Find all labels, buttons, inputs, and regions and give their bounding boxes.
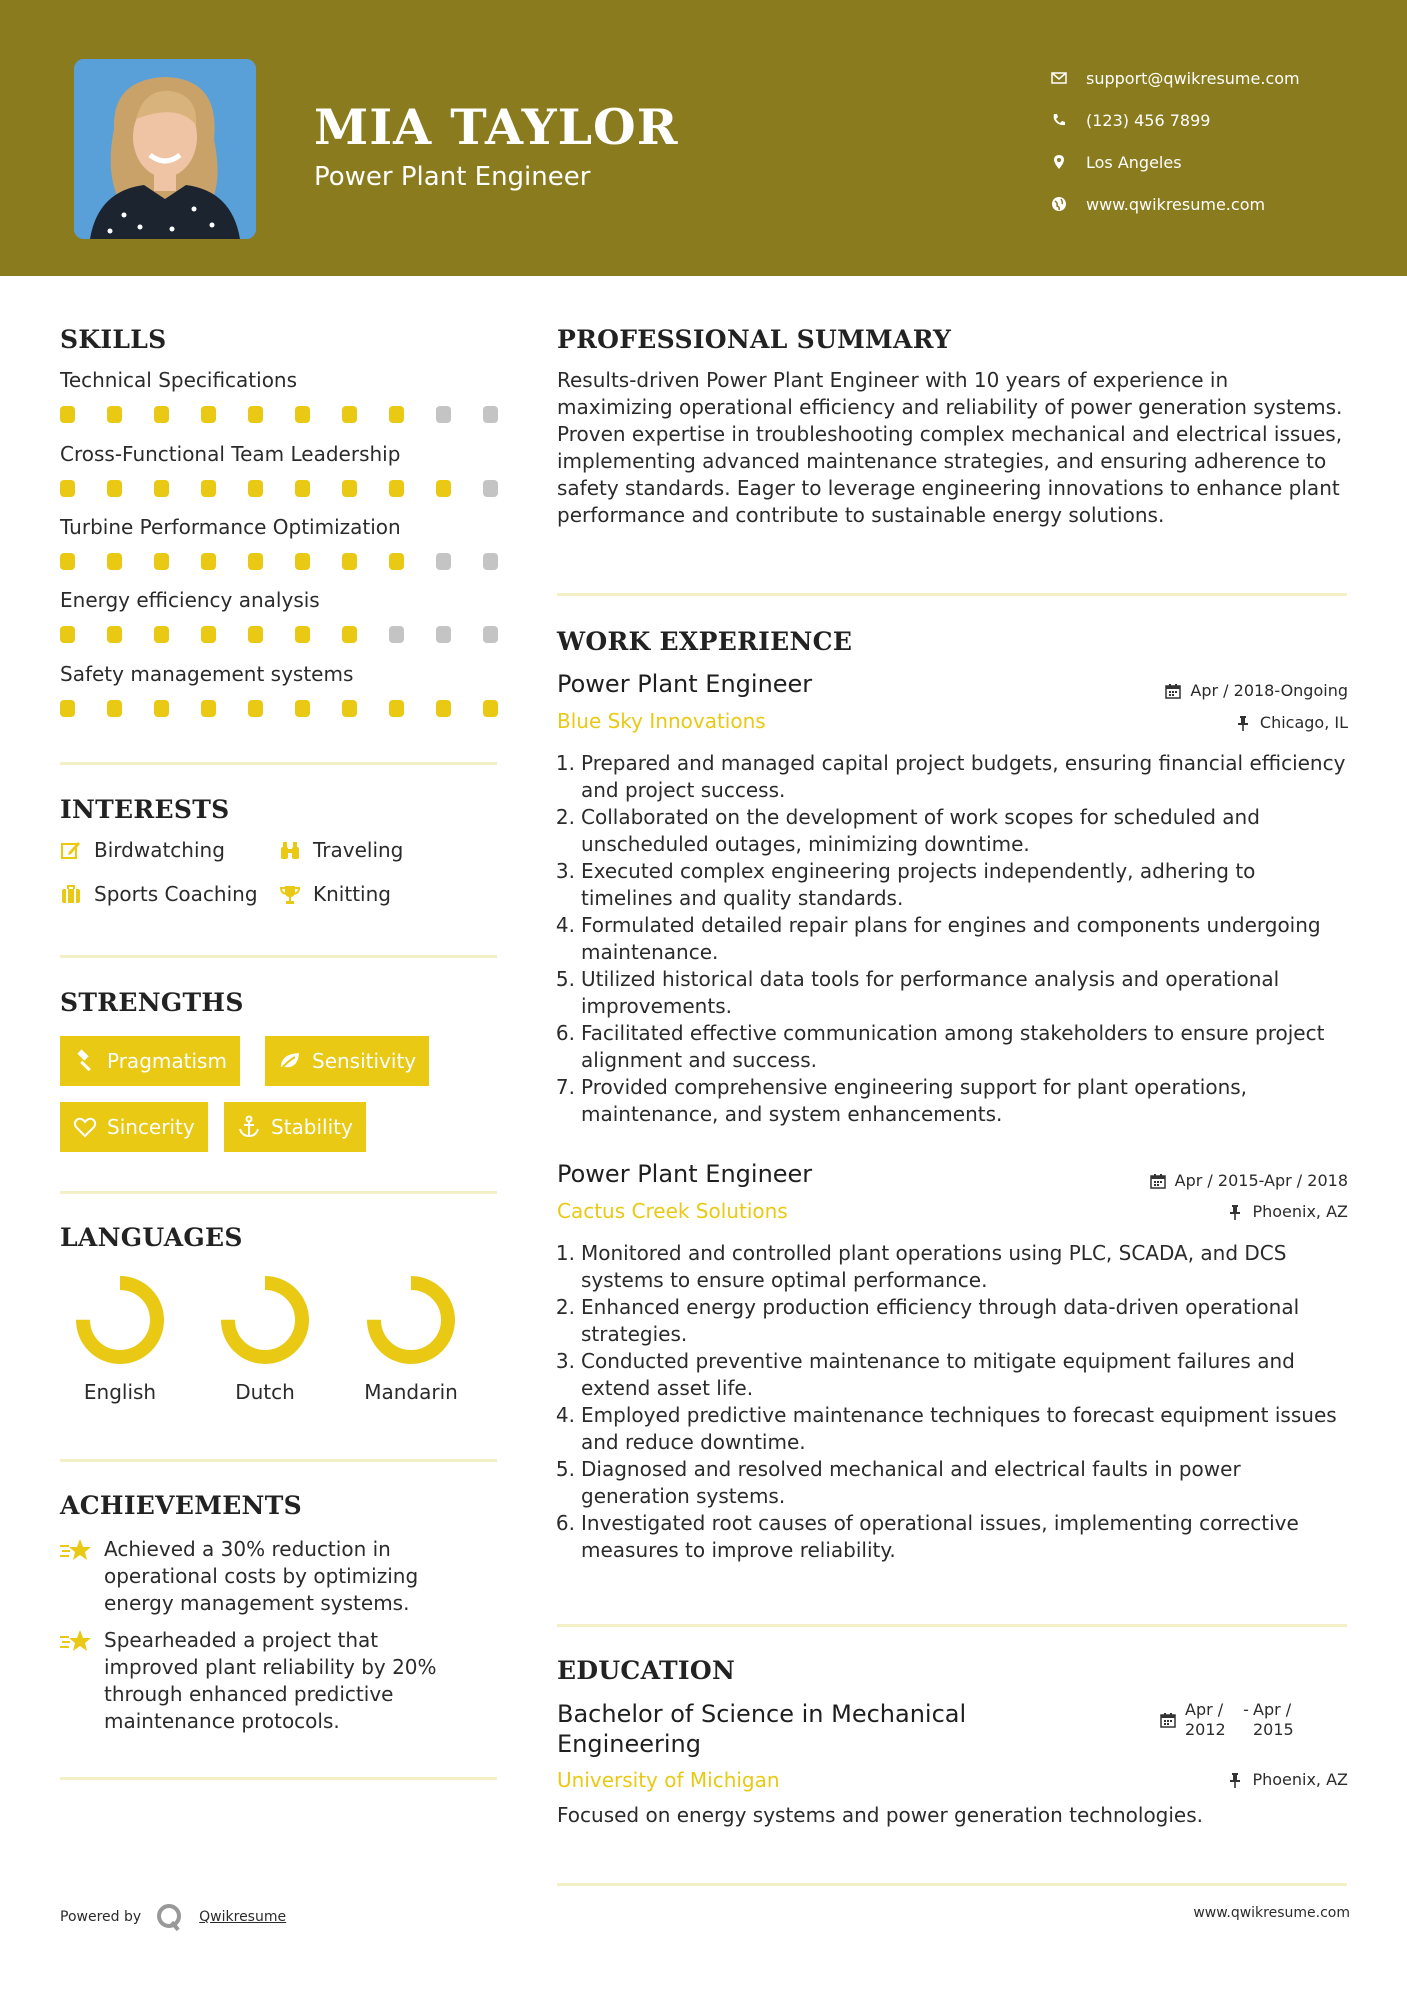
job-dates-text: Apr / 2015-Apr / 2018 — [1174, 1171, 1348, 1190]
calendar-icon — [1160, 1712, 1176, 1728]
bullet-text: Investigated root causes of operational issues, implementing corrective measures to improve reliability. — [581, 1511, 1299, 1562]
language-label: Dutch — [235, 1380, 295, 1404]
rating-dot-filled — [60, 700, 75, 717]
divider — [557, 593, 1347, 596]
rating-dot-empty — [436, 553, 451, 570]
skills-heading: SKILLS — [60, 325, 167, 354]
rating-dot-filled — [248, 626, 263, 643]
footer-url[interactable]: www.qwikresume.com — [1193, 1905, 1350, 1921]
skill-label: Energy efficiency analysis — [60, 588, 320, 612]
contact-email-text: support@qwikresume.com — [1086, 68, 1300, 88]
job-title: Power Plant Engineer — [557, 1160, 813, 1188]
rating-dot-filled — [107, 406, 122, 423]
anchor-icon — [237, 1115, 261, 1139]
bullet-number: 7. — [555, 1075, 575, 1099]
rating-dot-filled — [389, 480, 404, 497]
rating-dot-filled — [154, 406, 169, 423]
skill-label: Safety management systems — [60, 662, 354, 686]
calendar-icon — [1150, 1173, 1166, 1189]
rating-dot-filled — [342, 480, 357, 497]
job-location — [1235, 713, 1348, 732]
skill-rating — [60, 553, 498, 570]
skill-rating — [60, 480, 498, 497]
achievement-item — [60, 1536, 460, 1617]
candidate-role: Power Plant Engineer — [314, 162, 591, 192]
bullet-number: 4. — [555, 913, 575, 937]
rating-dot-filled — [389, 406, 404, 423]
skill-label: Cross-Functional Team Leadership — [60, 442, 401, 466]
rating-dot-filled — [201, 406, 216, 423]
skill-item — [60, 588, 500, 643]
language-proficiency-arc — [83, 1283, 157, 1357]
rating-dot-empty — [483, 480, 498, 497]
rating-dot-filled — [107, 480, 122, 497]
rating-dot-filled — [248, 406, 263, 423]
achievement-text: Spearheaded a project that improved plant reliability by 20% through enhanced predictive maintenance protocols. — [104, 1628, 437, 1733]
job-bullet — [551, 858, 1351, 912]
rating-dot-empty — [483, 406, 498, 423]
pencil-icon — [60, 839, 82, 861]
skill-item — [60, 515, 500, 570]
rating-dot-filled — [295, 480, 310, 497]
interest-item — [279, 838, 403, 862]
bullet-text: Formulated detailed repair plans for engines and components undergoing maintenance. — [581, 913, 1321, 964]
divider — [60, 1777, 497, 1780]
rating-dot-filled — [295, 553, 310, 570]
job-location — [1227, 1202, 1348, 1221]
rating-dot-filled — [483, 700, 498, 717]
strength-label: Sensitivity — [312, 1049, 417, 1073]
rating-dot-empty — [483, 553, 498, 570]
contact-phone-text: (123) 456 7899 — [1086, 110, 1211, 130]
divider — [60, 1459, 497, 1462]
date-separator: - — [1243, 1700, 1249, 1719]
bullet-text: Utilized historical data tools for performance analysis and operational improvements. — [581, 967, 1280, 1018]
job-bullet — [551, 1510, 1351, 1564]
language-item — [338, 1274, 484, 1404]
job-bullet — [551, 1240, 1351, 1294]
strengths-heading: STRENGTHS — [60, 988, 244, 1017]
bullet-text: Monitored and controlled plant operations using PLC, SCADA, and DCS systems to ensure optimal performance. — [581, 1241, 1287, 1292]
job-bullet — [551, 1348, 1351, 1402]
achievement-text: Achieved a 30% reduction in operational costs by optimizing energy management systems. — [104, 1537, 419, 1615]
bullet-number: 6. — [555, 1511, 575, 1535]
job-bullets — [551, 750, 1351, 1128]
envelope-icon — [1050, 69, 1068, 87]
rating-dot-filled — [107, 553, 122, 570]
bullet-text: Provided comprehensive engineering support for plant operations, maintenance, and system enhancements. — [581, 1075, 1248, 1126]
contact-phone[interactable] — [1050, 99, 1300, 141]
skill-item — [60, 662, 500, 717]
pushpin-icon — [1227, 1204, 1243, 1220]
interest-label: Traveling — [313, 838, 404, 862]
bullet-number: 4. — [555, 1403, 575, 1427]
bullet-text: Diagnosed and resolved mechanical and electrical faults in power generation systems. — [581, 1457, 1241, 1508]
pushpin-icon — [1235, 715, 1251, 731]
header — [0, 0, 1407, 276]
strength-tag — [224, 1102, 366, 1152]
experience-heading: WORK EXPERIENCE — [557, 627, 853, 656]
star-icon — [60, 1628, 92, 1656]
rating-dot-filled — [436, 480, 451, 497]
rating-dot-empty — [389, 626, 404, 643]
bullet-text: Collaborated on the development of work scopes for scheduled and unscheduled outages, minimizing downtime. — [581, 805, 1260, 856]
skill-item — [60, 442, 500, 497]
rating-dot-filled — [154, 480, 169, 497]
job-bullet — [551, 1074, 1351, 1128]
rating-dot-filled — [107, 626, 122, 643]
language-ring — [365, 1274, 457, 1366]
language-item — [192, 1274, 338, 1404]
rating-dot-filled — [154, 553, 169, 570]
company-name: Cactus Creek Solutions — [557, 1199, 788, 1223]
bullet-number: 3. — [555, 1349, 575, 1373]
education-end: Apr / 2015 — [1253, 1700, 1294, 1739]
rating-dot-filled — [154, 626, 169, 643]
bullet-number: 5. — [555, 967, 575, 991]
job-bullet — [551, 1456, 1351, 1510]
interest-label: Sports Coaching — [94, 882, 258, 906]
divider — [60, 1191, 497, 1194]
job-bullet — [551, 1020, 1351, 1074]
rating-dot-filled — [201, 700, 216, 717]
job-location-text: Chicago, IL — [1259, 713, 1348, 732]
education-dates — [1160, 1700, 1307, 1740]
contact-location-text: Los Angeles — [1086, 152, 1182, 172]
rating-dot-filled — [248, 700, 263, 717]
contact-email[interactable] — [1050, 57, 1300, 99]
summary-heading: PROFESSIONAL SUMMARY — [557, 325, 952, 354]
skill-rating — [60, 406, 498, 423]
job-title: Power Plant Engineer — [557, 670, 813, 698]
qwikresume-logo-icon — [155, 1902, 185, 1932]
contact-website[interactable] — [1050, 183, 1300, 225]
interest-item — [279, 882, 391, 906]
rating-dot-filled — [389, 700, 404, 717]
strength-tag — [60, 1036, 240, 1086]
footer-powered-by — [60, 1902, 286, 1932]
language-ring — [219, 1274, 311, 1366]
divider — [60, 762, 497, 765]
rating-dot-empty — [436, 406, 451, 423]
bullet-number: 6. — [555, 1021, 575, 1045]
interests-heading: INTERESTS — [60, 795, 230, 824]
bullet-number: 1. — [555, 1241, 575, 1265]
rating-dot-filled — [60, 406, 75, 423]
divider — [557, 1624, 1347, 1627]
education-heading: EDUCATION — [557, 1656, 736, 1685]
job-bullets — [551, 1240, 1351, 1564]
divider — [557, 1883, 1347, 1886]
contact-location — [1050, 141, 1300, 183]
rating-dot-filled — [295, 406, 310, 423]
contact-list — [1050, 57, 1300, 225]
bullet-number: 2. — [555, 1295, 575, 1319]
rating-dot-filled — [342, 553, 357, 570]
powered-by-label: Powered by — [60, 1909, 142, 1925]
education-start: Apr / 2012 — [1185, 1700, 1226, 1739]
heart-icon — [73, 1115, 97, 1139]
rating-dot-filled — [154, 700, 169, 717]
gavel-icon — [73, 1049, 97, 1073]
briefcase-icon — [60, 883, 82, 905]
bullet-number: 1. — [555, 751, 575, 775]
education-description: Focused on energy systems and power generation technologies. — [557, 1803, 1204, 1827]
bullet-text: Prepared and managed capital project budgets, ensuring financial efficiency and project success. — [581, 751, 1346, 802]
bullet-text: Conducted preventive maintenance to mitigate equipment failures and extend asset life. — [581, 1349, 1295, 1400]
qwikresume-link[interactable]: Qwikresume — [199, 1909, 287, 1925]
rating-dot-filled — [107, 700, 122, 717]
rating-dot-filled — [248, 553, 263, 570]
interest-label: Knitting — [313, 882, 391, 906]
interest-label: Birdwatching — [94, 838, 225, 862]
job-dates — [1165, 681, 1348, 700]
map-pin-icon — [1050, 153, 1068, 171]
rating-dot-filled — [60, 480, 75, 497]
skill-label: Turbine Performance Optimization — [60, 515, 401, 539]
calendar-icon — [1165, 683, 1181, 699]
skill-rating — [60, 626, 498, 643]
achievements-heading: ACHIEVEMENTS — [60, 1491, 302, 1520]
strength-tag — [60, 1102, 208, 1152]
language-label: Mandarin — [364, 1380, 458, 1404]
language-label: English — [83, 1380, 157, 1404]
portrait-image — [74, 59, 256, 239]
trophy-icon — [279, 883, 301, 905]
interest-item — [60, 882, 258, 906]
candidate-name: MIA TAYLOR — [314, 98, 679, 156]
education-location — [1227, 1770, 1348, 1789]
strength-label: Pragmatism — [107, 1049, 227, 1073]
rating-dot-filled — [201, 480, 216, 497]
job-bullet — [551, 1402, 1351, 1456]
school-name: University of Michigan — [557, 1768, 780, 1792]
rating-dot-filled — [342, 626, 357, 643]
globe-icon — [1050, 195, 1068, 213]
interest-item — [60, 838, 225, 862]
leaf-icon — [278, 1049, 302, 1073]
strength-label: Sincerity — [107, 1115, 195, 1139]
rating-dot-filled — [389, 553, 404, 570]
job-bullet — [551, 912, 1351, 966]
company-name: Blue Sky Innovations — [557, 709, 766, 733]
strength-label: Stability — [271, 1115, 353, 1139]
rating-dot-filled — [342, 700, 357, 717]
skill-label: Technical Specifications — [60, 368, 298, 392]
language-proficiency-arc — [374, 1283, 448, 1357]
strength-tag — [265, 1036, 429, 1086]
binoculars-icon — [279, 839, 301, 861]
rating-dot-filled — [342, 406, 357, 423]
bullet-number: 5. — [555, 1457, 575, 1481]
rating-dot-filled — [60, 553, 75, 570]
job-bullet — [551, 966, 1351, 1020]
job-bullet — [551, 804, 1351, 858]
rating-dot-filled — [295, 700, 310, 717]
rating-dot-filled — [436, 700, 451, 717]
summary-text: Results-driven Power Plant Engineer with 10 years of experience in maximizing operational efficiency and reliability of power generation systems. Proven expertise in troubleshooting complex mechanical and electrical issues, implementing advanced maintenance strategies, and ensuring adherence to safety standards. Eager to leverage engineering innovations to enhance plant performance and contribute to sustainable energy solutions. — [557, 368, 1343, 527]
language-ring — [74, 1274, 166, 1366]
language-item — [47, 1274, 193, 1404]
rating-dot-filled — [295, 626, 310, 643]
language-proficiency-arc — [228, 1283, 302, 1357]
degree-title: Bachelor of Science in Mechanical Engineering — [557, 1700, 967, 1758]
bullet-text: Executed complex engineering projects independently, adhering to timelines and quality standards. — [581, 859, 1256, 910]
rating-dot-filled — [201, 553, 216, 570]
job-location-text: Phoenix, AZ — [1252, 1202, 1348, 1221]
bullet-text: Employed predictive maintenance techniques to forecast equipment issues and reduce downtime. — [581, 1403, 1337, 1454]
job-bullet — [551, 1294, 1351, 1348]
achievement-item — [60, 1627, 460, 1735]
bullet-number: 2. — [555, 805, 575, 829]
skill-item — [60, 368, 500, 423]
star-icon — [60, 1537, 92, 1565]
job-bullet — [551, 750, 1351, 804]
rating-dot-filled — [201, 626, 216, 643]
rating-dot-empty — [436, 626, 451, 643]
contact-website-text: www.qwikresume.com — [1086, 194, 1266, 214]
skill-rating — [60, 700, 498, 717]
job-dates — [1150, 1171, 1348, 1190]
education-location-text: Phoenix, AZ — [1252, 1770, 1348, 1789]
bullet-text: Facilitated effective communication among stakeholders to ensure project alignment and success. — [581, 1021, 1325, 1072]
bullet-number: 3. — [555, 859, 575, 883]
phone-icon — [1050, 111, 1068, 129]
rating-dot-empty — [483, 626, 498, 643]
rating-dot-filled — [60, 626, 75, 643]
pushpin-icon — [1227, 1772, 1243, 1788]
job-dates-text: Apr / 2018-Ongoing — [1190, 681, 1348, 700]
languages-heading: LANGUAGES — [60, 1223, 243, 1252]
profile-photo — [74, 59, 256, 239]
divider — [60, 955, 497, 958]
rating-dot-filled — [248, 480, 263, 497]
bullet-text: Enhanced energy production efficiency through data-driven operational strategies. — [581, 1295, 1300, 1346]
